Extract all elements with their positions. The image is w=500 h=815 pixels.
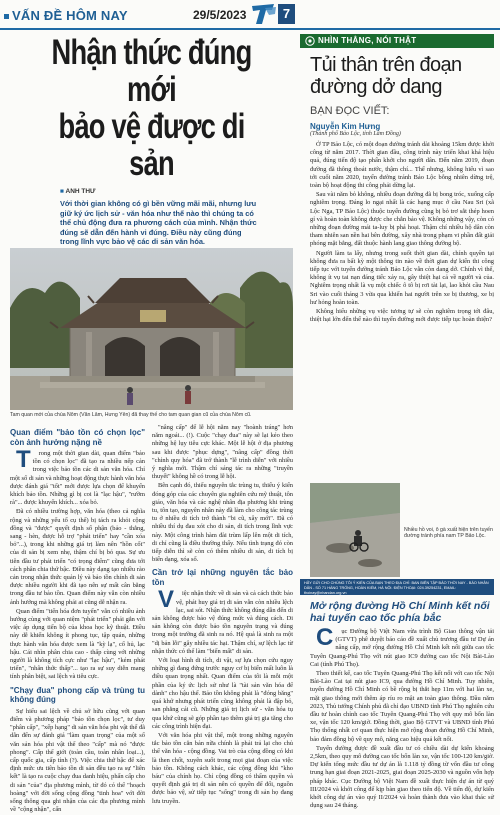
paragraph: Quan điểm "tiến hóa đơn tuyến" vẫn có nhiều ảnh hưởng cùng với quan niệm "phát triển" phải gắn với việc áp dụng tiến bộ của khoa học kỹ thuật. Điều này dễ khiến không ít phong tục, tập quán, những thực hành văn hóa được xem là "kỳ lạ", cổ hủ, lạc hậu. Cái nhìn phân chia cao - thấp cùng với những người là không tích cực như "lạc hậu", "kém phát triển", "nhân thức thấp"... tạo ra sự suy diễn mang tính phân biệt, sai lệch và tiêu cực.: [10, 607, 145, 681]
eye-icon: [305, 36, 315, 46]
section-banner: [300, 34, 494, 48]
paragraph: Tuyến đường được đề xuất đầu tư có chiều dài dự kiến khoảng 2,5km, theo quy mô đường cao tốc bốn làn xe, vận tốc 100-120 km/giờ. Dự kiến tổng mức đầu tư dự án là 1.118 tỷ đồng từ vốn đầu tư công trung hạn giai đoạn 2021-2025, giai đoạn 2025-2030 và nguồn vốn hợp pháp khác. Cục Đường bộ Việt Nam đề xuất thực hiện dự án từ quý III/2024 và khởi công để kịp bàn giao theo tiến độ. Về tiến độ, dự kiến khởi công dự án vào quý II/2024 và hoàn thành đưa vào khai thác sử dụng sau 24 tháng.: [310, 744, 494, 810]
paragraph: Sự hiểu sai lệch về chủ sở hữu cũng với quan điểm và phương pháp "bảo tồn chọn lọc", tư duy "phân cấp", "xếp hạng" di sản văn hóa phi vật thể đã dẫn đến sự đánh giá "làm quan trọng" của một số văn sản hóa phi vật thể theo "cấp" mà nó "được phong". Cấp thế giới (toàn cầu, toàn nhân loại...), cấp quốc gia, cấp tỉnh (?). Việc chia thứ bậc để xác định mức ưu tiên bảo tồn di sản đều tạo ra sự "liên kết" là tạo ra cuộc chạy đua danh hiệu, phấn cấp cho di sản "của" địa phương mình, từ đó có thể "hoạch hoàng" với đời sống cộng đồng "tinh hoa" với đời sống thông qua ghi nhận của các địa phương mình về "cộng nhận", cấn: [10, 707, 145, 814]
main-headline-line-2: bảo vệ được di sản: [58, 107, 245, 183]
main-headline: [41, 34, 262, 182]
section-name: VẤN ĐỀ HÔM NAY: [12, 8, 128, 23]
subhead-1: Quan điểm "bảo tồn có chọn lọc" còn ảnh hưởng nặng nề: [10, 428, 145, 447]
paragraph: Việc nhận thức về di sản và cả cách thức bảo vệ, phát huy giá trị di sản vẫn còn nhiều lệch lạc, sai sót. Nhận thức không đúng dẫn đến di sản không được bảo vệ đúng mức và đúng cách. Di sản không còn được bảo tồn nguyên trạng và đúng trong một trường đã sinh ra nó. Hệ quả là sinh ra một "dị bản lỗi" gây nhiều tác hại. Thậm chí, sự lệch lạc từ nhận thức có thể làm "biến mất" di sản.: [152, 586, 293, 655]
paragraph: Trong một thời gian dài, quan điểm "bảo tồn có chọn lọc" đã tạo ra nhiều nếp cản trong việc bảo tồn các di sản văn hóa. Chỉ một số di sản và những hoạt động thực hành văn hóa được đánh giá "tốt" mới được lựa chọn để khuyến khích bảo tồn. Những gì bị coi là "lạc hậu", "rườm rà"... được khuyến khích... xóa bỏ.: [10, 446, 145, 507]
main-headline-line-1: Nhận thức đúng mới: [51, 33, 252, 109]
paragraph: Với văn hóa phi vật thể, một trong những nguyên tắc bảo tồn căn bản nữa chính là phải trả lại cho chủ thể văn hóa - cộng đồng. Vai trò của cộng đồng có khi là then chốt, xuyên suốt trong mọi giai đoạn của việc bảo tồn. Không cách khác, các cộng đồng khi "kho báu" của chính họ. Chỉ cộng đồng có thẩm quyền và quyết định giá trị di sản nên có quyền để đổi, nguồn được bảo vệ, sử tiếp tục "sống" trong đi sản họ đang lưu truyền.: [152, 731, 293, 805]
paragraph: Cục Đường bộ Việt Nam vừa trình Bộ Giao thông vận tải (GTVT) phê duyệt báo cáo đề xuất chủ trương đầu tư Dự án nâng cấp, mở rộng đường Hồ Chí Minh kết nối giữa cao tốc Tuyên Quang-Phú Thọ với nút giao IC9 đường cao tốc Nội Bài-Lào Cai (tỉnh Phú Thọ).: [310, 624, 494, 668]
road-photo-caption: Nhiều hồ voi, ô gà xuất hiện trên tuyến đường tránh phía nam TP Bảo Lộc.: [404, 527, 493, 539]
page-header: [0, 0, 500, 30]
lead-paragraph: Với thời gian không có gì bền vững mãi mãi, nhưng lưu giữ ký ức lịch sử - văn hóa như thế nào thì chúng ta có thể chủ động đưa ra phương cách của mình. Nhận thức đúng sẽ dẫn đến hành vi đúng. Điều này cũng đúng trong lĩnh vực bảo vệ các di sản văn hóa.: [60, 199, 257, 247]
paragraph: Đã có nhiều trường hợp, văn hóa (theo cả nghĩa rộng và những yếu tố cụ thể) bị tách ra khỏi cộng đồng và "được" quyết định số phận (bảo - thắng, sang - hèn, được hỗ trợ "phát triển" hay "cần xóa bỏ"...), trong khi những giá trị làm nên "hồn cốt" của di sản bị xem nhẹ, thậm chí bị bỏ qua. Sự ưu tiên đầu tư phát triển "có trọng điểm" cũng đưa tới cách phân chia thứ bậc. Điều này dạng tạo nhiều rào cản trong nhận thức quản lý và bảo tồn chính di sản được nhiều người khi đã tạo nên sự mất cân bằng trong đầu tư bảo tồn. Quan điểm này vẫn còn nhiều ảnh hưởng mà không phải ai cũng dễ nhận ra.: [10, 508, 145, 606]
main-article: [10, 34, 293, 247]
body-column-2: [152, 424, 293, 807]
bottom-headline: Mở rộng đường Hồ Chí Minh kết nối hai tuyến cao tốc phía bắc: [310, 600, 490, 624]
paragraph: Người làm ta lấy, nhưng trong suốt thời gian dài, chính quyền tại không đưa ra bất kỳ một thông tin nào về thời gian dự kiến thi công tiếp tục với tuyến đường tránh Bảo Lộc vẫn còn dang dở. Chính vì thế, không ít vụ tai nạn đáng tiếc xảy ra, gây thiệt hại cả về người và của. Nghiêm trọng nhất là vụ một chiếc ô tô bị rơi tài lại, lao khỏi cầu Nau Sri vào cuối tháng 3 vừa qua khiến hai người trên xe bị thương, xe bị hư hỏng hoàn toàn.: [310, 249, 494, 306]
body-column-1: [10, 424, 145, 815]
banner-label: NHÌN THẲNG, NÓI THẬT: [318, 36, 417, 45]
paragraph: Ở TP Bảo Lộc, có một đoạn đường tránh dài khoảng 15km được khởi công từ năm 2017. Thời gian đầu, công trình này triển khai khá hiệu quả, đúng tiến độ tạo phấn khởi cho người dân. Đến năm 2019, đoạn đường đã thông thoát nước, thậm chí... Thế nhưng, không hiểu vì sao tới cuối năm 2020, tuyến đường tránh Bảo Lộc bỗng nhiên dừng trệ, toàn bộ hoạt động thi công phải dừng lại.: [310, 141, 494, 190]
paragraph: Không hiểu những vụ việc tương tự sẽ còn nghiêm trọng tới đâu, thiệt hại lớn đến thế nào thì tuyến đường mới được tiếp tục hoàn thiện?: [310, 308, 494, 324]
paragraph: "nâng cấp" để lễ hội năm nay "hoành tráng" hơn năm ngoái... (!). Cuộc "chạy đua" này sẽ lại kéo theo những hệ lụy tiêu cực khác. Một lễ hội ở địa phương sau khi được "phục dựng", "nâng cấp" đồng thời "chỉnh quy hóa" đã trở thành "lễ trình diễn" với nhiều ý nghĩa mới. Thậm chí sáng tác ra những "truyền thuyết" không hề có trong lễ hội.: [152, 424, 293, 481]
paragraph: Bên cạnh đó, thiếu nguyên tắc trùng tu, thiếu ý kiến đóng góp của các chuyên gia nghiên cứu mỹ thuật, tôn giáo, văn hóa và các nghệ nhân địa phương khi trùng tu, tôn tạo, nguyên nhân này đã làm cho công tác trùng tu ở nhiều di tích trở thành "bi cũ, xây mới". Đã có nhiều thí dụ đau xót cho di sản, di tích trong lĩnh vực này. Một công trình hàm đài trùm lấp lên một di tích, di chỉ cũng là điều thường thấy. Nếu tình trạng đó còn tiếp diễn thì sẽ còn có thêm nhiều di sản, di tích bị biến dạng, xóa sổ.: [152, 482, 293, 564]
author-name: Nguyễn Kim Hưng: [310, 122, 381, 131]
page-number: 7: [278, 4, 295, 24]
subhead-3: Cần trở lại những nguyên tắc bảo tồn: [152, 568, 293, 587]
bottom-body: [310, 624, 494, 811]
subhead-2: "Chạy đua" phong cấp và trùng tu không đúng: [10, 685, 145, 705]
byline: ■ ANH THƯ: [60, 188, 293, 195]
reader-label: BẠN ĐỌC VIẾT:: [310, 105, 390, 117]
paragraph: Theo thiết kế, cao tốc Tuyên Quang-Phú Thọ kết nối với cao tốc Nội Bài-Lào Cai tại nút giao IC9, qua đường Hồ Chí Minh. Tuy nhiên, tuyến đường Hồ Chí Minh có bề rộng bị thắt hẹp 11m với hai làn xe, mặt giao thông mới thêm áp ríu ro mật an toàn giao thông. Đầu năm 2023, Thủ tướng Chính phủ đã chỉ đạo UBND tỉnh Phú Thọ nghiên cứu đầu tư hoàn chỉnh cao tốc Tuyên Quang-Phú Thọ với quy mô bốn làn xe, vận tốc 120 km/giờ. Đồng thời, giao Bộ GTVT và UBND tỉnh Phú Thọ thống nhất cơ quan thực hiện mở rộng đoạn đường Hồ Chí Minh, bảo đảm đồng bộ về quy mô, năng cao hiệu quả kết nối.: [310, 670, 494, 743]
photo-caption: Tam quan mới của chùa Nôm (Văn Lâm, Hưng Yên) đã thay thế cho tam quan gian cũ của chùa Nôm cũ.: [10, 412, 252, 418]
side-body: [310, 141, 494, 324]
issue-date: 29/5/2023: [193, 8, 247, 22]
temple-gate-photo: [10, 248, 293, 410]
paragraph: Sau vài năm bỏ không, nhiều đoạn đường đã bị bong tróc, xuống cấp nghiêm trọng. Đáng lo ngại nhất là các hạng mục ở cầu Nau Sri (xã Lộc Nga, TP Bảo Lộc) thuộc tuyến đường cũng bị bỏ trơ sắt thép hoen gỉ và hoàn toàn không được che chắn bảo vệ. Không những vậy, còn có những đoạn đường mái ta-luy bị phá hoại. Thậm chí nhiều hộ dân còn tham nhiên san nền hai bên đường, xây nhà trong phạm vi phần đất giải phóng mặt bằng, đất thuộc hành lang giao thông đường bộ.: [310, 191, 494, 248]
side-headline: Tủi thân trên đoạn đường dở dang: [310, 54, 462, 98]
author-info: (Thành phố Bảo Lộc, tỉnh Lâm Đồng): [310, 131, 401, 137]
side-article: [300, 34, 494, 325]
paragraph: Với loại hình di tích, di vật, sự lựa chọn cứu nguy những gì đang đứng trước nguy cơ bị biến mất luôn là điều quan trọng nhất. Quan điểm của tôi là mỗi một phần của ký ức lịch sử như là "tài sản văn hóa để dành" cho hậu thế. Bảo tồn không phải là "đóng băng" quá khứ nhưng phát triển cũng không phải là đập bỏ, san phẳng cái cũ. Những giá trị lịch sử - văn hóa tụ qua khứ cũng sẽ góp phần tạo thêm giá trị gia tăng cho các công trình hiện đại.: [152, 657, 293, 730]
contact-strip: HÃY GỬI CHO CHÚNG TÔI Ý KIẾN CỦA BẠN THEO ĐỊA CHỈ: BAN BIÊN TẬP BÁO THỜI NAY - BÁO NHÂN DÂN - SỐ 71 HÀNG TRỐNG, HOÀN KIẾM, HÀ NỘI. ĐIỆN THOẠI: 024.39254231, EMAIL: thoinay@nhandan.org.vn: [300, 579, 494, 595]
